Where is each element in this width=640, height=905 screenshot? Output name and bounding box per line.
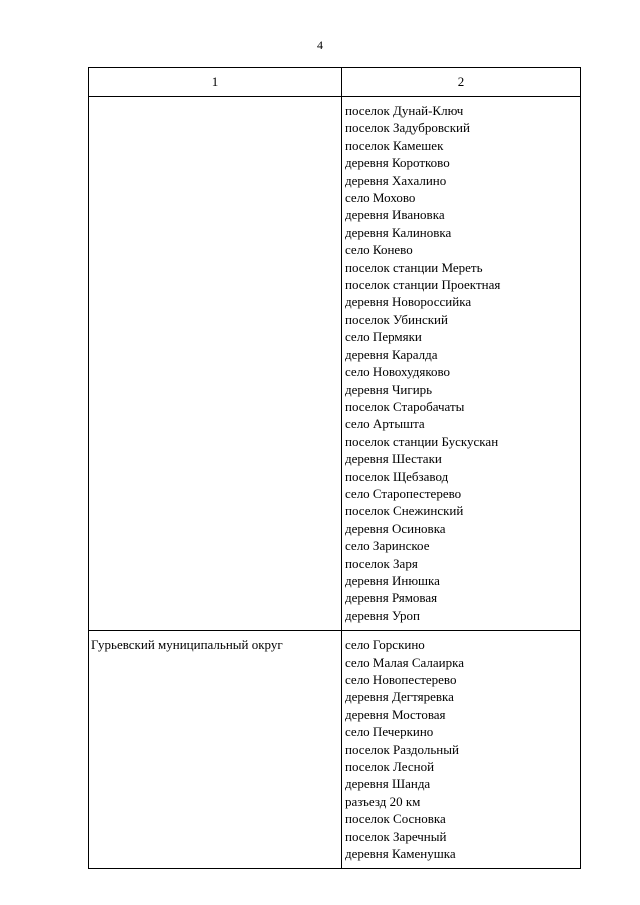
settlement-item: село Старопестерево: [345, 485, 462, 501]
column-header-1: 1: [89, 68, 342, 97]
settlement-item: деревня Чигирь: [345, 381, 433, 397]
settlement-item: поселок Убинский: [345, 311, 448, 327]
settlement-item: поселок Дунай-Ключ: [345, 103, 464, 118]
table-header-row: [89, 68, 581, 97]
table-row: [89, 631, 581, 869]
settlement-list: [345, 636, 580, 862]
column-header-2: 2: [342, 68, 581, 97]
settlement-item: поселок Лесной: [345, 759, 435, 775]
table-body: [89, 97, 581, 869]
settlement-item: деревня Коротково: [345, 155, 450, 171]
settlement-item: село Конево: [345, 242, 413, 258]
settlement-item: поселок станции Проектная: [345, 277, 501, 293]
settlement-item: деревня Новороссийка: [345, 294, 472, 310]
settlement-item: поселок Щебзавод: [345, 468, 449, 484]
settlement-item: поселок Заря: [345, 555, 418, 571]
settlement-item: село Мохово: [345, 190, 416, 206]
settlement-item: деревня Ивановка: [345, 207, 445, 223]
settlement-item: село Горскино: [345, 637, 425, 653]
settlements-table: [88, 67, 581, 869]
settlement-item: поселок Старобачаты: [345, 398, 465, 414]
settlement-item: деревня Мостовая: [345, 706, 446, 722]
settlement-item: деревня Хахалино: [345, 172, 447, 188]
settlement-item: деревня Каралда: [345, 346, 438, 362]
settlement-item: село Печеркино: [345, 724, 434, 740]
settlement-item: поселок Раздольный: [345, 741, 459, 757]
settlement-item: поселок Задубровский: [345, 120, 470, 136]
settlement-item: деревня Рямовая: [345, 590, 438, 606]
settlement-item: деревня Шестаки: [345, 451, 442, 467]
settlement-item: деревня Калиновка: [345, 224, 452, 240]
settlement-item: деревня Каменушка: [345, 846, 456, 862]
settlement-item: деревня Уроп: [345, 607, 420, 623]
settlement-item: деревня Осиновка: [345, 520, 446, 536]
settlement-list: [345, 102, 580, 624]
settlement-item: поселок Камешек: [345, 137, 444, 153]
settlement-item: поселок Заречный: [345, 828, 447, 844]
settlement-item: поселок Сосновка: [345, 811, 446, 827]
settlement-item: поселок станции Мереть: [345, 259, 483, 275]
settlement-item: разъезд 20 км: [345, 793, 421, 809]
settlement-item: село Пермяки: [345, 329, 422, 345]
table-row: [89, 97, 581, 631]
settlement-item: село Заринское: [345, 538, 430, 554]
settlements-cell: [342, 97, 581, 631]
settlement-item: село Артышта: [345, 416, 425, 432]
district-cell: Гурьевский муниципальный округ: [89, 631, 342, 869]
settlement-item: деревня Инюшка: [345, 572, 440, 588]
settlement-item: поселок станции Бускускан: [345, 433, 499, 449]
settlement-item: село Малая Салаирка: [345, 654, 465, 670]
settlement-item: деревня Шанда: [345, 776, 431, 792]
page-number: 4: [317, 38, 323, 52]
settlement-item: село Новохудяково: [345, 364, 451, 380]
settlements-cell: [342, 631, 581, 869]
settlement-item: деревня Дегтяревка: [345, 689, 454, 705]
district-cell: [89, 97, 342, 631]
settlement-item: село Новопестерево: [345, 672, 457, 687]
settlement-item: поселок Снежинский: [345, 503, 464, 519]
